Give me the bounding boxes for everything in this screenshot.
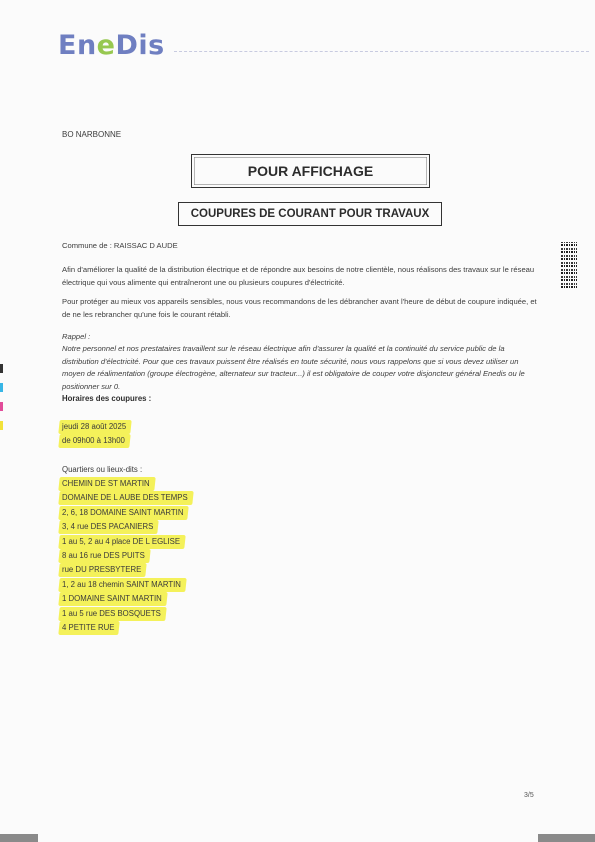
quartiers-heading: Quartiers ou lieux-dits : [62,465,143,474]
outage-date: jeudi 28 août 2025 [58,420,132,434]
scan-edge-left [0,834,38,842]
horaires-heading: Horaires des coupures : [62,394,152,403]
rappel-label: Rappel : [62,332,91,341]
page-subtitle: COUPURES DE COURANT POUR TRAVAUX [178,202,442,226]
registration-mark-black [0,364,3,373]
registration-mark-magenta [0,402,3,411]
list-item: 1, 2 au 18 chemin SAINT MARTIN [58,578,186,592]
registration-mark-yellow [0,421,3,430]
outage-time: de 09h00 à 13h00 [58,434,130,448]
scan-edge-right [538,834,595,842]
rappel-text: Notre personnel et nos prestataires travaillent sur le réseau électrique afin d'assurer la qualité et la continuité du service public de la distribution d'électricité. Pour que ces travaux puissent être réalisés en toute sécurité, nous vous rappelons que si vous devez utiliser un moyen de réalimentation (groupe électrogène, alternateur sur tracteur...) il est obligatoire de couper votre disjoncteur général Enedis ou le positionner sur 0. [62,344,525,391]
list-item: DOMAINE DE L AUBE DES TEMPS [58,491,193,505]
list-item: 8 au 16 rue DES PUITS [58,549,150,563]
list-item: 4 PETITE RUE [58,621,120,635]
enedis-logo: EneDis [58,30,165,61]
list-item: 1 au 5 rue DES BOSQUETS [58,607,166,621]
advice-paragraph: Pour protéger au mieux vos appareils sensibles, nous vous recommandons de les débrancher avant l'heure de début de coupure indiquée, et de ne les rebrancher qu'une fois le courant rétabli. [62,297,537,319]
list-item: 3, 4 rue DES PACANIERS [58,520,159,534]
list-item: 2, 6, 18 DOMAINE SAINT MARTIN [58,506,189,520]
list-item: 1 au 5, 2 au 4 place DE L EGLISE [58,535,186,549]
page-title: POUR AFFICHAGE [191,154,430,188]
intro-paragraph: Afin d'améliorer la qualité de la distribution électrique et de répondre aux besoins de notre clientèle, nous réalisons des travaux sur le réseau électrique qui vous alimente qui entraîneront une ou plusieurs coupures d'électricité. [62,265,535,287]
commune-line: Commune de : RAISSAC D AUDE [62,241,178,250]
header-rule [174,51,589,52]
list-item: CHEMIN DE ST MARTIN [58,477,155,491]
datamatrix-code [561,242,577,288]
department-label: BO NARBONNE [62,130,122,139]
registration-mark-cyan [0,383,3,392]
list-item: 1 DOMAINE SAINT MARTIN [58,592,167,606]
list-item: rue DU PRESBYTERE [58,563,147,577]
page-number: 3/5 [524,792,534,799]
